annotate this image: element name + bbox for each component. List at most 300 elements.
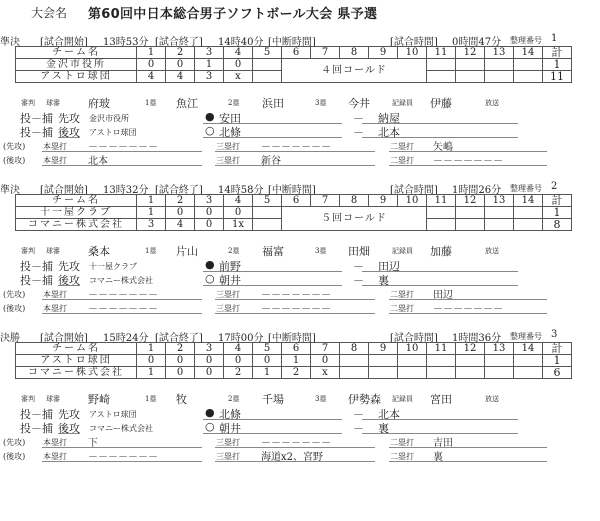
inning-score: [456, 367, 485, 379]
battery-dash: －: [353, 112, 364, 125]
inning-score: 0: [311, 355, 340, 367]
triple-players: －－－－－－－: [261, 142, 331, 153]
inning-score: 0: [224, 59, 253, 71]
side-label: 先攻: [58, 260, 80, 273]
inning-score: 4: [137, 71, 166, 83]
total-column-header: 計: [543, 343, 572, 355]
side-label: 後攻: [58, 126, 80, 139]
third-base-umpire: 伊勢森: [348, 393, 381, 406]
inning-score: [427, 355, 456, 367]
inning-header: 6: [282, 195, 311, 207]
inning-header: 11: [427, 47, 456, 59]
battery-row-bottom: [0, 420, 600, 434]
team-score-row: [16, 207, 572, 219]
umpire-row: [0, 243, 600, 257]
battery-label: 投－捕: [20, 422, 53, 435]
inning-header: 13: [485, 343, 514, 355]
double-players: 矢嶋: [433, 142, 453, 153]
called-game-note: ５回コールド: [282, 207, 427, 231]
inning-score: [456, 219, 485, 231]
inning-score: [398, 367, 427, 379]
scorer-label: 記録員: [392, 247, 413, 255]
result-mark: ●: [205, 258, 215, 271]
scorer-label: 記録員: [392, 99, 413, 107]
game-block-2: [0, 181, 600, 321]
team-total: 8: [543, 219, 572, 231]
serial-number: 1: [551, 33, 558, 44]
inning-score: [485, 355, 514, 367]
battery-row-bottom: [0, 124, 600, 138]
inning-score: [427, 367, 456, 379]
result-mark: ○: [205, 420, 215, 433]
start-label: [試合開始]: [40, 333, 88, 344]
inning-score: [485, 219, 514, 231]
inning-score: [369, 355, 398, 367]
inning-score: [456, 207, 485, 219]
inning-score: 0: [195, 355, 224, 367]
team-score-row: [16, 355, 572, 367]
triple-label: 三塁打: [216, 142, 240, 151]
inning-header: 5: [253, 195, 282, 207]
scorer-name: 加藤: [430, 245, 452, 258]
result-mark: ○: [205, 124, 215, 137]
inning-header: 6: [282, 47, 311, 59]
inning-header: 5: [253, 343, 282, 355]
inning-header: 1: [137, 195, 166, 207]
inning-score: 2: [282, 367, 311, 379]
battery-label: 投－捕: [20, 126, 53, 139]
team-column-header: チーム名: [16, 343, 137, 355]
inning-score: 3: [195, 71, 224, 83]
pitcher-name: 北條: [219, 126, 241, 139]
inning-header: 4: [224, 47, 253, 59]
catcher-name: 北本: [378, 408, 400, 421]
second-base-umpire: 浜田: [262, 97, 284, 110]
scoreboard-table: [15, 194, 572, 231]
double-players: 裏: [433, 452, 443, 463]
total-column-header: 計: [543, 195, 572, 207]
first-base-label: 1塁: [145, 395, 157, 403]
inning-score: 0: [224, 207, 253, 219]
second-base-umpire: 福富: [262, 245, 284, 258]
inning-header: 3: [195, 343, 224, 355]
battery-team: 十一屋クラブ: [89, 262, 137, 271]
called-game-note: ４回コールド: [282, 59, 427, 83]
first-base-umpire: 魚江: [176, 97, 198, 110]
battery-row-top: [0, 258, 600, 272]
result-mark: ●: [205, 110, 215, 123]
first-base-umpire: 片山: [176, 245, 198, 258]
total-column-header: 計: [543, 47, 572, 59]
end-label: [試合終了]: [155, 333, 203, 344]
team-column-header: チーム名: [16, 47, 137, 59]
team-total: 6: [543, 367, 572, 379]
inning-score: 4: [166, 219, 195, 231]
inning-header: 1: [137, 47, 166, 59]
catcher-name: 田辺: [378, 260, 400, 273]
tournament-title: 第60回中日本総合男子ソフトボール大会 県予選: [88, 7, 378, 22]
tournament-label: 大会名: [31, 6, 68, 20]
inning-header: 5: [253, 47, 282, 59]
team-name: アストロ球団: [16, 71, 137, 83]
serial-number: 3: [551, 329, 558, 340]
duration-label: [試合時間]: [390, 37, 438, 48]
broadcast-label: 放送: [485, 247, 499, 255]
plate-umpire: 桑本: [88, 245, 110, 258]
team-name: コマニー株式会社: [16, 367, 137, 379]
umpire-row: [0, 391, 600, 405]
pitcher-name: 安田: [219, 112, 241, 125]
inning-header: 6: [282, 343, 311, 355]
inning-header: 7: [311, 195, 340, 207]
inning-header: 4: [224, 195, 253, 207]
third-base-label: 3塁: [315, 247, 327, 255]
battery-label: 投－捕: [20, 274, 53, 287]
team-name: アストロ球団: [16, 355, 137, 367]
double-label: 二塁打: [390, 452, 414, 461]
double-players: －－－－－－－: [433, 304, 503, 315]
inning-score: 0: [195, 219, 224, 231]
battery-row-bottom: [0, 272, 600, 286]
inning-score: [456, 59, 485, 71]
inning-header: 14: [514, 343, 543, 355]
game-header: [0, 33, 600, 46]
battery-label: 投－捕: [20, 112, 53, 125]
second-base-umpire: 千場: [262, 393, 284, 406]
end-label: [試合終了]: [155, 185, 203, 196]
third-base-label: 3塁: [315, 395, 327, 403]
inning-score: 0: [253, 355, 282, 367]
duration-value: 0時間47分: [452, 37, 502, 48]
pitcher-name: 朝井: [219, 274, 241, 287]
third-base-umpire: 今井: [348, 97, 370, 110]
scoreboard-header-row: [16, 343, 572, 355]
plate-umpire-label: 球審: [46, 247, 60, 255]
inning-score: 1: [137, 367, 166, 379]
double-label: 二塁打: [390, 304, 414, 313]
home-run-label: 本塁打: [43, 452, 67, 461]
round-label: 決勝: [0, 333, 20, 344]
inning-score: 1: [195, 59, 224, 71]
inning-score: [485, 367, 514, 379]
result-mark: ●: [205, 406, 215, 419]
scoreboard-header-row: [16, 195, 572, 207]
duration-value: 1時間36分: [452, 333, 502, 344]
inning-header: 2: [166, 47, 195, 59]
side-label: 先攻: [58, 408, 80, 421]
home-run-label: 本塁打: [43, 304, 67, 313]
game-block-3: [0, 329, 600, 469]
inning-score: 2: [224, 367, 253, 379]
pitcher-name: 朝井: [219, 422, 241, 435]
triple-label: 三塁打: [216, 156, 240, 165]
inning-score: 1: [137, 207, 166, 219]
home-run-players: －－－－－－－: [88, 304, 158, 315]
side-paren-label: (後攻): [3, 304, 26, 313]
home-run-players: 下: [88, 438, 98, 449]
battery-dash: －: [353, 422, 364, 435]
team-name: 十一屋クラブ: [16, 207, 137, 219]
battery-label: 投－捕: [20, 260, 53, 273]
inning-score: 4: [166, 71, 195, 83]
duration-value: 1時間26分: [452, 185, 502, 196]
inning-score: [398, 355, 427, 367]
inning-header: 10: [398, 195, 427, 207]
start-time: 13時53分: [103, 37, 149, 48]
inning-score: [253, 71, 282, 83]
first-base-label: 1塁: [145, 99, 157, 107]
serial-number: 2: [551, 181, 558, 192]
inning-header: 13: [485, 195, 514, 207]
end-time: 14時58分: [218, 185, 264, 196]
second-base-label: 2塁: [228, 247, 240, 255]
umpire-label: 審判: [21, 395, 35, 403]
scorer-name: 伊藤: [430, 97, 452, 110]
game-header: [0, 181, 600, 194]
broadcast-label: 放送: [485, 99, 499, 107]
inning-score: [514, 207, 543, 219]
duration-label: [試合時間]: [390, 185, 438, 196]
inning-header: 12: [456, 195, 485, 207]
inning-score: [253, 219, 282, 231]
inning-score: 0: [224, 355, 253, 367]
side-paren-label: (後攻): [3, 156, 26, 165]
home-run-label: 本塁打: [43, 290, 67, 299]
scorer-name: 宮田: [430, 393, 452, 406]
second-base-label: 2塁: [228, 99, 240, 107]
battery-team: コマニー株式会社: [89, 276, 153, 285]
start-label: [試合開始]: [40, 185, 88, 196]
scoreboard-header-row: [16, 47, 572, 59]
side-paren-label: (後攻): [3, 452, 26, 461]
umpire-label: 審判: [21, 247, 35, 255]
battery-row-top: [0, 406, 600, 420]
side-label: 後攻: [58, 274, 80, 287]
double-players: －－－－－－－: [433, 156, 503, 167]
inning-score: 1: [282, 355, 311, 367]
side-label: 後攻: [58, 422, 80, 435]
inning-score: 0: [137, 355, 166, 367]
team-total: 1: [543, 207, 572, 219]
game-header: [0, 329, 600, 342]
battery-dash: －: [353, 274, 364, 287]
inning-header: 11: [427, 343, 456, 355]
triple-label: 三塁打: [216, 452, 240, 461]
battery-team: アストロ球団: [89, 128, 137, 137]
pitcher-name: 北條: [219, 408, 241, 421]
side-paren-label: (先攻): [3, 438, 26, 447]
inning-score: x: [311, 367, 340, 379]
battery-label: 投－捕: [20, 408, 53, 421]
battery-dash: －: [353, 408, 364, 421]
triple-label: 三塁打: [216, 290, 240, 299]
broadcast-label: 放送: [485, 395, 499, 403]
end-time: 17時00分: [218, 333, 264, 344]
game-block-1: [0, 33, 600, 173]
start-time: 15時24分: [103, 333, 149, 344]
inning-header: 11: [427, 195, 456, 207]
team-name: 金沢市役所: [16, 59, 137, 71]
inning-header: 1: [137, 343, 166, 355]
double-players: 吉田: [433, 438, 453, 449]
suspend-label: [中断時間]: [268, 333, 316, 344]
inning-score: [514, 71, 543, 83]
inning-score: [427, 71, 456, 83]
inning-score: 0: [195, 207, 224, 219]
home-run-label: 本塁打: [43, 438, 67, 447]
inning-score: [485, 207, 514, 219]
inning-header: 7: [311, 47, 340, 59]
inning-score: 0: [166, 207, 195, 219]
team-total: 11: [543, 71, 572, 83]
inning-header: 13: [485, 47, 514, 59]
third-base-umpire: 田畑: [348, 245, 370, 258]
third-base-label: 3塁: [315, 99, 327, 107]
inning-score: 1: [253, 367, 282, 379]
extra-base-hits-row-top: [0, 434, 600, 448]
inning-score: 1x: [224, 219, 253, 231]
inning-header: 3: [195, 47, 224, 59]
pitcher-name: 前野: [219, 260, 241, 273]
scorer-label: 記録員: [392, 395, 413, 403]
plate-umpire: 野崎: [88, 393, 110, 406]
inning-score: 3: [137, 219, 166, 231]
inning-header: 9: [369, 47, 398, 59]
extra-base-hits-row-bottom: [0, 300, 600, 314]
battery-row-top: [0, 110, 600, 124]
home-run-players: －－－－－－－: [88, 452, 158, 463]
triple-players: 海道x2、宮野: [261, 452, 324, 463]
double-label: 二塁打: [390, 156, 414, 165]
round-label: 準決: [0, 185, 20, 196]
double-players: 田辺: [433, 290, 453, 301]
triple-label: 三塁打: [216, 438, 240, 447]
side-paren-label: (先攻): [3, 290, 26, 299]
triple-label: 三塁打: [216, 304, 240, 313]
double-label: 二塁打: [390, 142, 414, 151]
inning-score: [427, 219, 456, 231]
home-run-label: 本塁打: [43, 156, 67, 165]
first-base-umpire: 牧: [176, 393, 187, 406]
inning-header: 14: [514, 195, 543, 207]
battery-dash: －: [353, 126, 364, 139]
side-paren-label: (先攻): [3, 142, 26, 151]
scoreboard-table: [15, 46, 572, 83]
catcher-name: 裏: [378, 422, 389, 435]
extra-base-hits-row-top: [0, 286, 600, 300]
catcher-name: 裏: [378, 274, 389, 287]
start-label: [試合開始]: [40, 37, 88, 48]
home-run-players: －－－－－－－: [88, 290, 158, 301]
inning-score: [427, 207, 456, 219]
serial-label: 整理番号: [510, 36, 542, 45]
inning-score: [456, 71, 485, 83]
inning-header: 2: [166, 343, 195, 355]
round-label: 準決: [0, 37, 20, 48]
home-run-players: 北本: [88, 156, 108, 167]
inning-score: [340, 355, 369, 367]
inning-header: 2: [166, 195, 195, 207]
result-mark: ○: [205, 272, 215, 285]
team-total: 1: [543, 355, 572, 367]
end-time: 14時40分: [218, 37, 264, 48]
inning-header: 7: [311, 343, 340, 355]
inning-header: 12: [456, 47, 485, 59]
second-base-label: 2塁: [228, 395, 240, 403]
inning-header: 8: [340, 195, 369, 207]
inning-score: [514, 219, 543, 231]
inning-header: 10: [398, 47, 427, 59]
team-score-row: [16, 367, 572, 379]
extra-base-hits-row-bottom: [0, 152, 600, 166]
home-run-players: －－－－－－－: [88, 142, 158, 153]
duration-label: [試合時間]: [390, 333, 438, 344]
inning-score: 0: [166, 367, 195, 379]
inning-score: [485, 71, 514, 83]
double-label: 二塁打: [390, 438, 414, 447]
inning-score: [456, 355, 485, 367]
inning-header: 3: [195, 195, 224, 207]
team-name: コマニー株式会社: [16, 219, 137, 231]
inning-header: 4: [224, 343, 253, 355]
inning-score: [340, 367, 369, 379]
triple-players: －－－－－－－: [261, 438, 331, 449]
inning-score: 0: [137, 59, 166, 71]
team-column-header: チーム名: [16, 195, 137, 207]
inning-header: 8: [340, 343, 369, 355]
inning-score: [369, 367, 398, 379]
inning-score: [514, 59, 543, 71]
side-label: 先攻: [58, 112, 80, 125]
inning-header: 12: [456, 343, 485, 355]
inning-header: 14: [514, 47, 543, 59]
inning-score: [253, 59, 282, 71]
umpire-label: 審判: [21, 99, 35, 107]
inning-score: 0: [166, 355, 195, 367]
battery-team: コマニー株式会社: [89, 424, 153, 433]
inning-score: 0: [195, 367, 224, 379]
plate-umpire-label: 球審: [46, 395, 60, 403]
triple-players: －－－－－－－: [261, 304, 331, 315]
catcher-name: 納屋: [378, 112, 400, 125]
extra-base-hits-row-bottom: [0, 448, 600, 462]
plate-umpire-label: 球審: [46, 99, 60, 107]
suspend-label: [中断時間]: [268, 185, 316, 196]
umpire-row: [0, 95, 600, 109]
end-label: [試合終了]: [155, 37, 203, 48]
suspend-label: [中断時間]: [268, 37, 316, 48]
team-score-row: [16, 59, 572, 71]
home-run-label: 本塁打: [43, 142, 67, 151]
inning-score: 0: [166, 59, 195, 71]
inning-header: 9: [369, 195, 398, 207]
triple-players: 新谷: [261, 156, 281, 167]
team-total: 1: [543, 59, 572, 71]
serial-label: 整理番号: [510, 184, 542, 193]
inning-score: [427, 59, 456, 71]
catcher-name: 北本: [378, 126, 400, 139]
inning-header: 8: [340, 47, 369, 59]
inning-score: [253, 207, 282, 219]
plate-umpire: 府玻: [88, 97, 110, 110]
battery-dash: －: [353, 260, 364, 273]
extra-base-hits-row-top: [0, 138, 600, 152]
battery-team: アストロ球団: [89, 410, 137, 419]
inning-score: x: [224, 71, 253, 83]
inning-score: [514, 355, 543, 367]
inning-score: [514, 367, 543, 379]
inning-score: [485, 59, 514, 71]
